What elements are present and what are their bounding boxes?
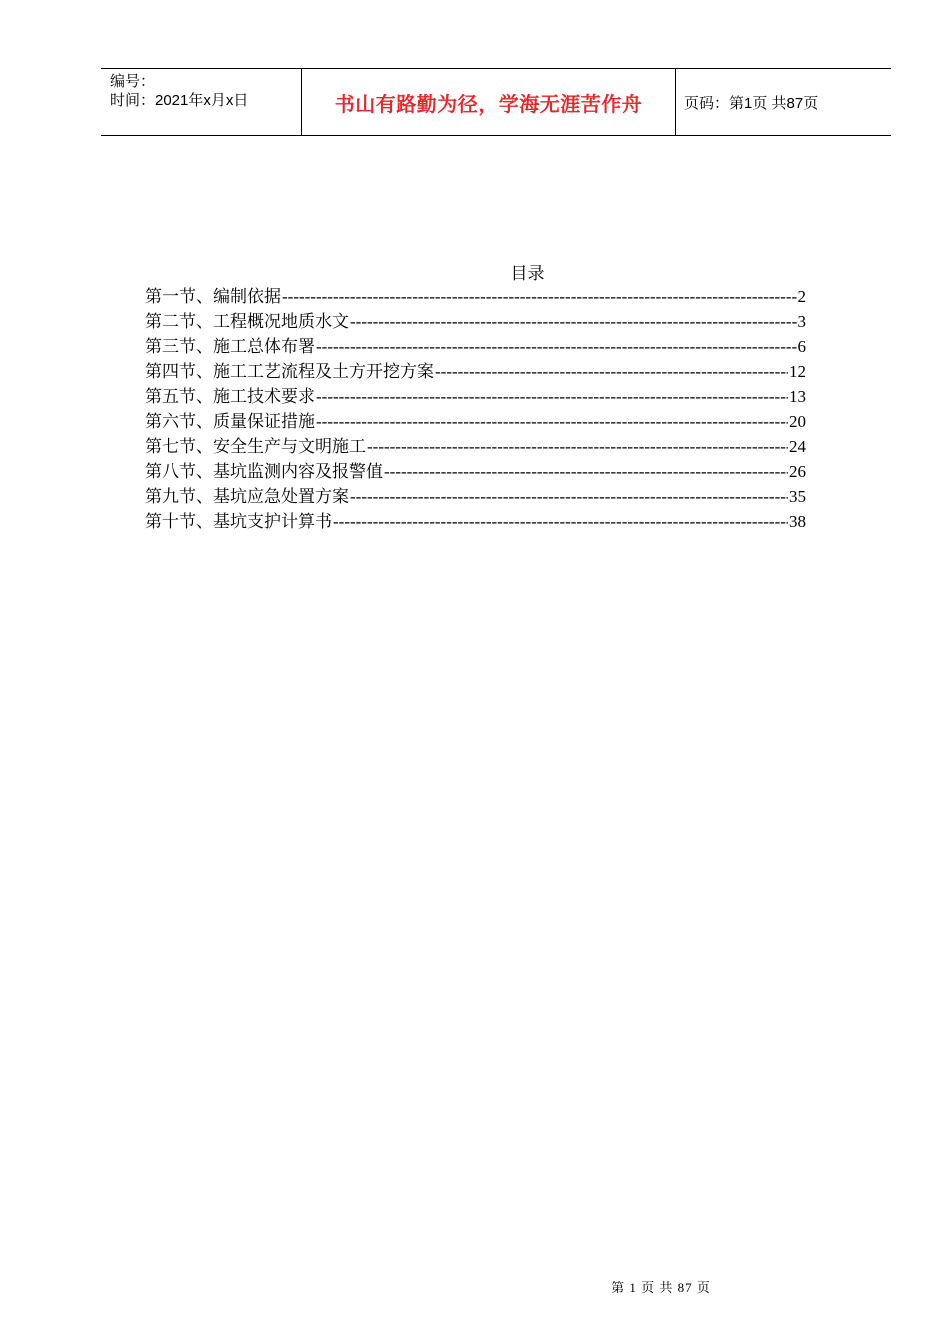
header-meta [101, 69, 302, 135]
toc-entry[interactable] [145, 484, 806, 509]
toc-entry-page: 2 [797, 287, 806, 306]
toc-entry[interactable] [145, 509, 806, 534]
toc-entry[interactable] [145, 459, 806, 484]
toc-leader [333, 509, 788, 534]
toc-entry-text: 第八节、基坑监测内容及报警值 [145, 462, 383, 481]
toc-entry-text: 第一节、编制依据 [145, 287, 281, 306]
toc-entry-page: 12 [789, 362, 806, 381]
toc-entry-text: 第二节、工程概况地质水文 [145, 312, 349, 331]
toc-leader [316, 334, 797, 359]
toc-entry-text: 第三节、施工总体布署 [145, 337, 315, 356]
toc-leader [384, 459, 788, 484]
toc-entry[interactable] [145, 359, 806, 384]
toc-entry[interactable] [145, 434, 806, 459]
toc-leader [282, 284, 797, 309]
toc-entry[interactable] [145, 284, 806, 309]
toc-title: 目录 [510, 264, 545, 283]
header-page-info: 页码：第1页 共87页 [684, 94, 819, 112]
toc-leader [367, 434, 788, 459]
toc-entry-text: 第十节、基坑支护计算书 [145, 512, 332, 531]
document-time-label: 时间：2021年x月x日 [110, 92, 249, 109]
toc-leader [350, 309, 797, 334]
toc-entry-text: 第七节、安全生产与文明施工 [145, 437, 366, 456]
toc-entry-page: 26 [789, 462, 806, 481]
document-id-label: 编号： [110, 73, 156, 90]
page-footer: 第 1 页 共 87 页 [611, 1280, 711, 1295]
toc-entry-page: 13 [789, 387, 806, 406]
toc-entry[interactable] [145, 384, 806, 409]
toc-entry-page: 35 [789, 487, 806, 506]
toc-entry-page: 38 [789, 512, 806, 531]
toc-entry[interactable] [145, 309, 806, 334]
toc-entry-page: 20 [789, 412, 806, 431]
header-motto: 书山有路勤为径，学海无涯苦作舟 [302, 69, 676, 135]
toc-entry[interactable] [145, 334, 806, 359]
toc-entry-text: 第九节、基坑应急处置方案 [145, 487, 349, 506]
toc-leader [350, 484, 788, 509]
toc-entry-text: 第五节、施工技术要求 [145, 387, 315, 406]
toc-entry-page: 3 [797, 312, 806, 331]
toc-entry-text: 第六节、质量保证措施 [145, 412, 315, 431]
toc-leader [435, 359, 788, 384]
toc-entry-page: 6 [797, 337, 806, 356]
toc-entry[interactable] [145, 409, 806, 434]
table-of-contents [145, 284, 806, 534]
toc-entry-page: 24 [789, 437, 806, 456]
page-header [101, 68, 891, 136]
toc-leader [316, 384, 788, 409]
toc-entry-text: 第四节、施工工艺流程及土方开挖方案 [145, 362, 434, 381]
toc-leader [316, 409, 788, 434]
